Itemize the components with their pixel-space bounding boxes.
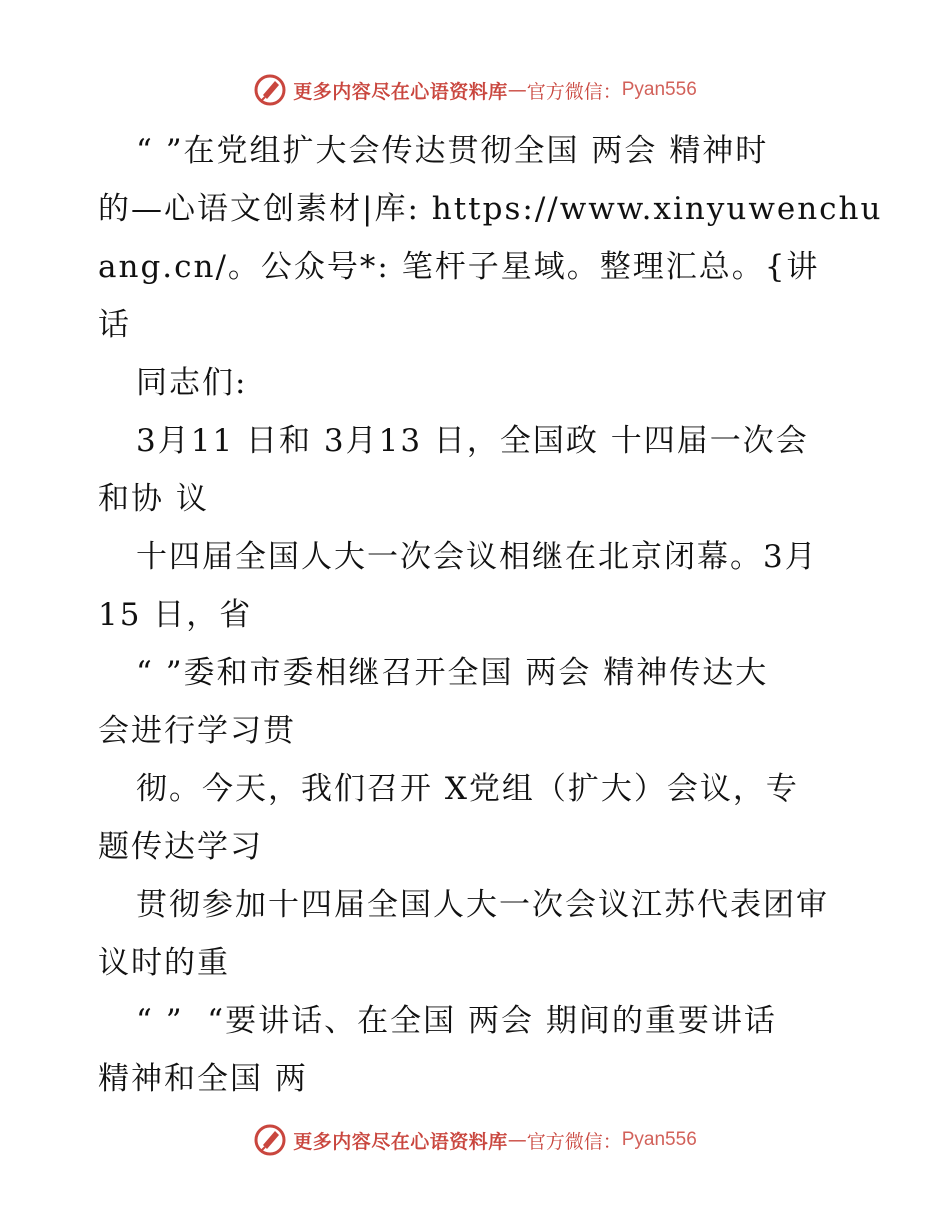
text-line: 3月11 日和 3月13 日，全国政 十四届一次会 [136, 423, 809, 459]
text-line: “ ”委和市委相继召开全国 两会 精神传达大 [136, 655, 769, 691]
banner-dash: — [507, 79, 527, 101]
banner-wechat-id: Pyan556 [621, 79, 697, 100]
text-line: 贯彻参加十四届全国人大一次会议江苏代表团审 [136, 887, 829, 923]
text-line: 会进行学习贯 [98, 713, 296, 749]
text-line: 和协 议 [98, 481, 209, 517]
text-line: 15 日，省 [98, 597, 253, 633]
text-line: 彻。今天，我们召开 X党组（扩大）会议，专 [136, 771, 799, 807]
text-line: “ ”在党组扩大会传达贯彻全国 两会 精神时 [136, 133, 769, 169]
text-line: 精神和全国 两 [98, 1061, 308, 1097]
logo-icon [253, 1123, 287, 1157]
logo-icon [253, 73, 287, 107]
banner-main-text: 更多内容尽在心语资料库 [293, 1130, 508, 1153]
banner-label: 官方微信： [526, 1130, 622, 1153]
footer-watermark-banner [0, 1122, 950, 1158]
text-line: 同志们: [136, 365, 248, 401]
text-line: ang.cn/。公众号*: 笔杆子星域。整理汇总。{讲 [98, 249, 820, 285]
text-line: 议时的重 [98, 945, 230, 981]
header-watermark-banner [0, 72, 950, 108]
text-line: 题传达学习 [98, 829, 263, 865]
text-line: 的—心语文创素材|库: https://www.xinyuwenchu [98, 191, 883, 227]
text-line: 十四届全国人大一次会议相继在北京闭幕。3月 [136, 539, 818, 575]
banner-label: 官方微信： [526, 80, 622, 103]
banner-dash: — [507, 1129, 527, 1151]
text-line: “ ” “要讲话、在全国 两会 期间的重要讲话 [136, 1003, 777, 1039]
banner-wechat-id: Pyan556 [621, 1129, 697, 1150]
document-body [98, 122, 883, 1108]
text-line: 话 [98, 307, 131, 343]
banner-main-text: 更多内容尽在心语资料库 [293, 80, 508, 103]
